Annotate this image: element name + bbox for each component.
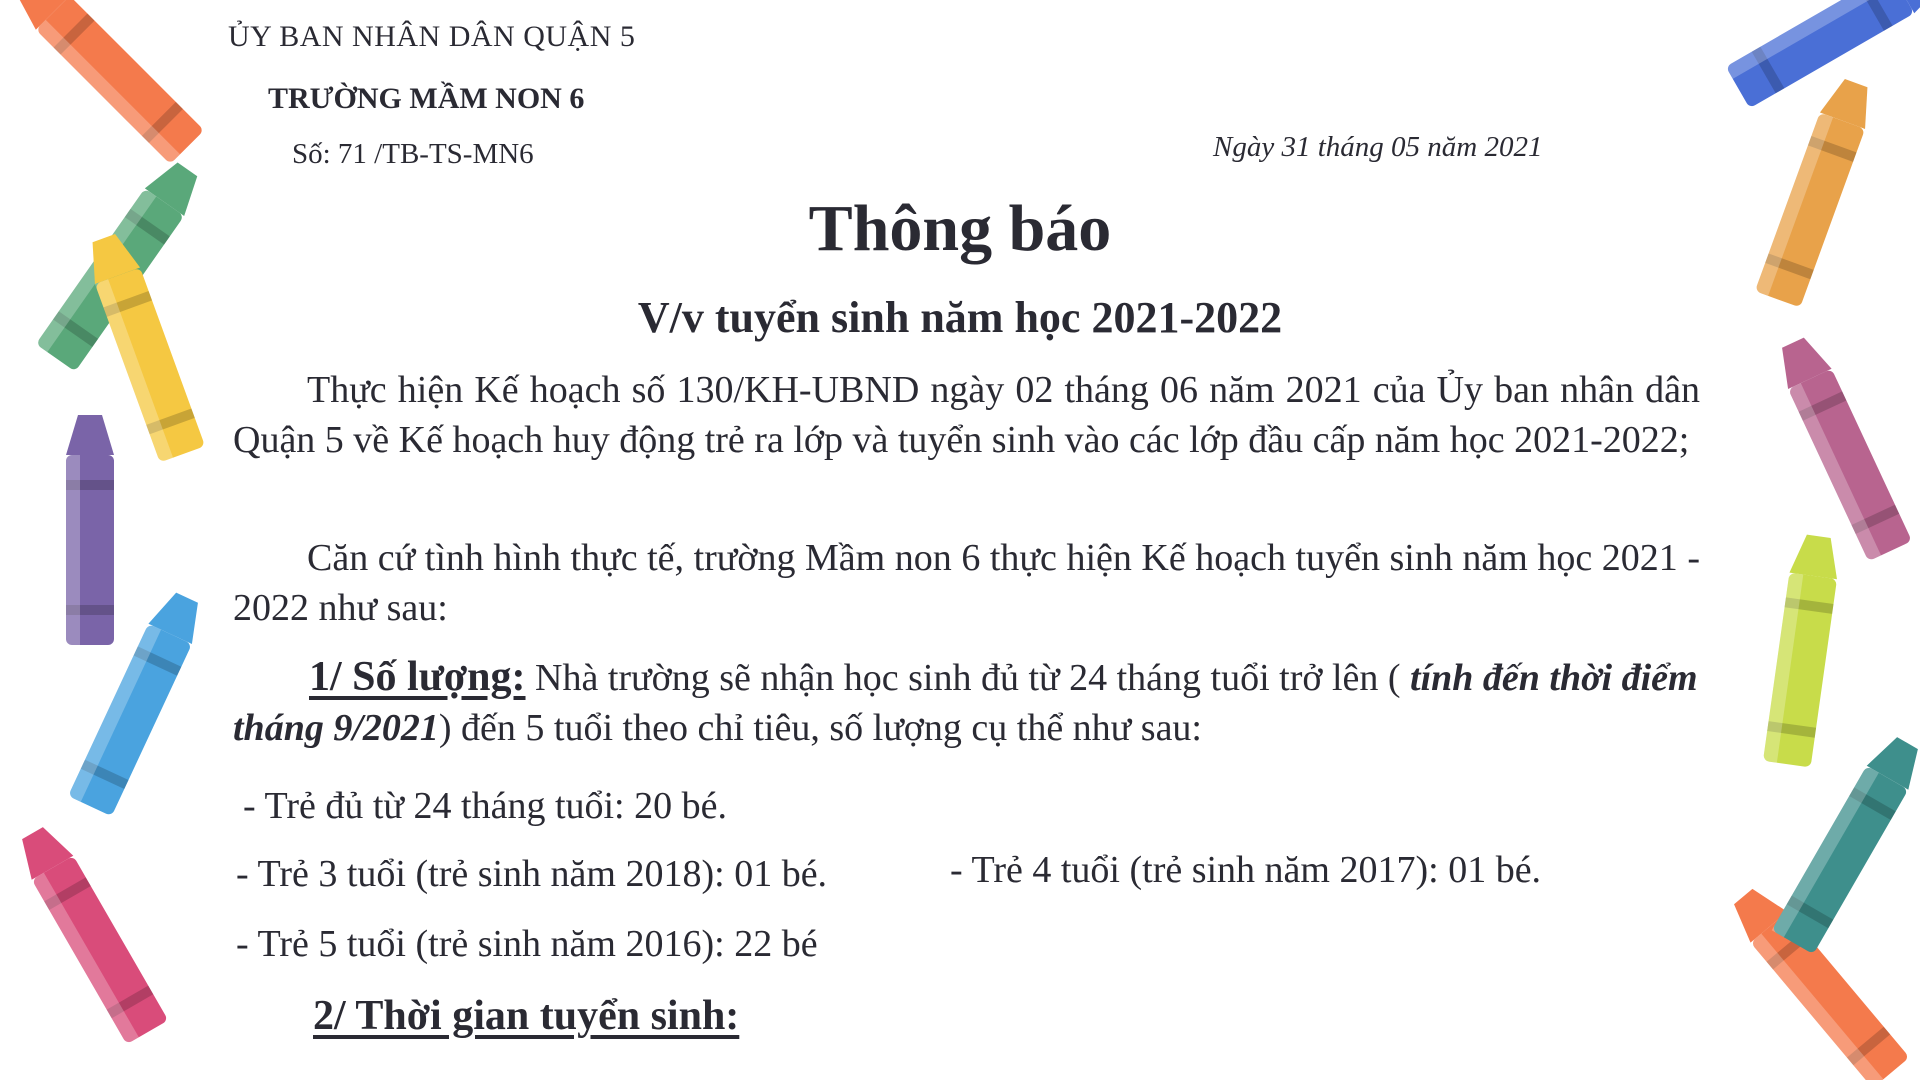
crayon-icon bbox=[1763, 533, 1843, 767]
crayon-icon bbox=[12, 821, 169, 1044]
authority-name: ỦY BAN NHÂN DÂN QUẬN 5 bbox=[228, 20, 636, 53]
paragraph-basis: Căn cứ tình hình thực tế, trường Mầm non 6 thực hiện Kế hoạch tuyển sinh năm học 2021 - 2022 như sau: bbox=[233, 537, 1700, 629]
crayon-icon bbox=[81, 230, 205, 463]
section1-paragraph bbox=[233, 652, 1700, 753]
crayon-icon bbox=[66, 415, 114, 645]
list-item: - Trẻ 4 tuổi (trẻ sinh năm 2017): 01 bé. bbox=[950, 849, 1542, 891]
crayon-icon bbox=[1772, 731, 1920, 954]
section1-heading: 1/ Số lượng: bbox=[309, 654, 526, 700]
section1-italic-note: tính đến thời điểm tháng 9/2021 bbox=[233, 657, 1698, 749]
section1-text-a: Nhà trường sẽ nhận học sinh đủ từ 24 tháng tuổi trở lên ( bbox=[525, 657, 1411, 699]
crayon-icon bbox=[1771, 333, 1912, 562]
document-date: Ngày 31 tháng 05 năm 2021 bbox=[1213, 131, 1543, 163]
section2-heading-text: 2/ Thời gian tuyển sinh: bbox=[313, 993, 740, 1039]
notice-title: Thông báo bbox=[808, 192, 1112, 265]
notice-subtitle: V/v tuyển sinh năm học 2021-2022 bbox=[637, 293, 1283, 342]
list-item: - Trẻ đủ từ 24 tháng tuổi: 20 bé. bbox=[243, 785, 727, 827]
list-item: - Trẻ 5 tuổi (trẻ sinh năm 2016): 22 bé bbox=[236, 923, 818, 965]
crayon-icon bbox=[68, 588, 209, 817]
crayon-icon bbox=[1755, 75, 1879, 308]
list-item: - Trẻ 3 tuổi (trẻ sinh năm 2018): 01 bé. bbox=[236, 853, 828, 895]
section1-text-b: ) đến 5 tuổi theo chỉ tiêu, số lượng cụ thể như sau: bbox=[438, 707, 1202, 749]
crayon-icon bbox=[8, 0, 205, 164]
crayon-icon bbox=[1725, 881, 1910, 1080]
document-number: Số: 71 /TB-TS-MN6 bbox=[292, 138, 534, 170]
school-name: TRƯỜNG MẦM NON 6 bbox=[268, 82, 585, 115]
crayon-icon bbox=[1726, 0, 1920, 108]
section2-heading bbox=[313, 995, 739, 1037]
paragraph-plan: Thực hiện Kế hoạch số 130/KH-UBND ngày 02 tháng 06 năm 2021 của Ủy ban nhân dân Quận 5 về Kế hoạch huy động trẻ ra lớp và tuyển sinh vào các lớp đầu cấp năm học 2021-2022; bbox=[233, 369, 1700, 461]
